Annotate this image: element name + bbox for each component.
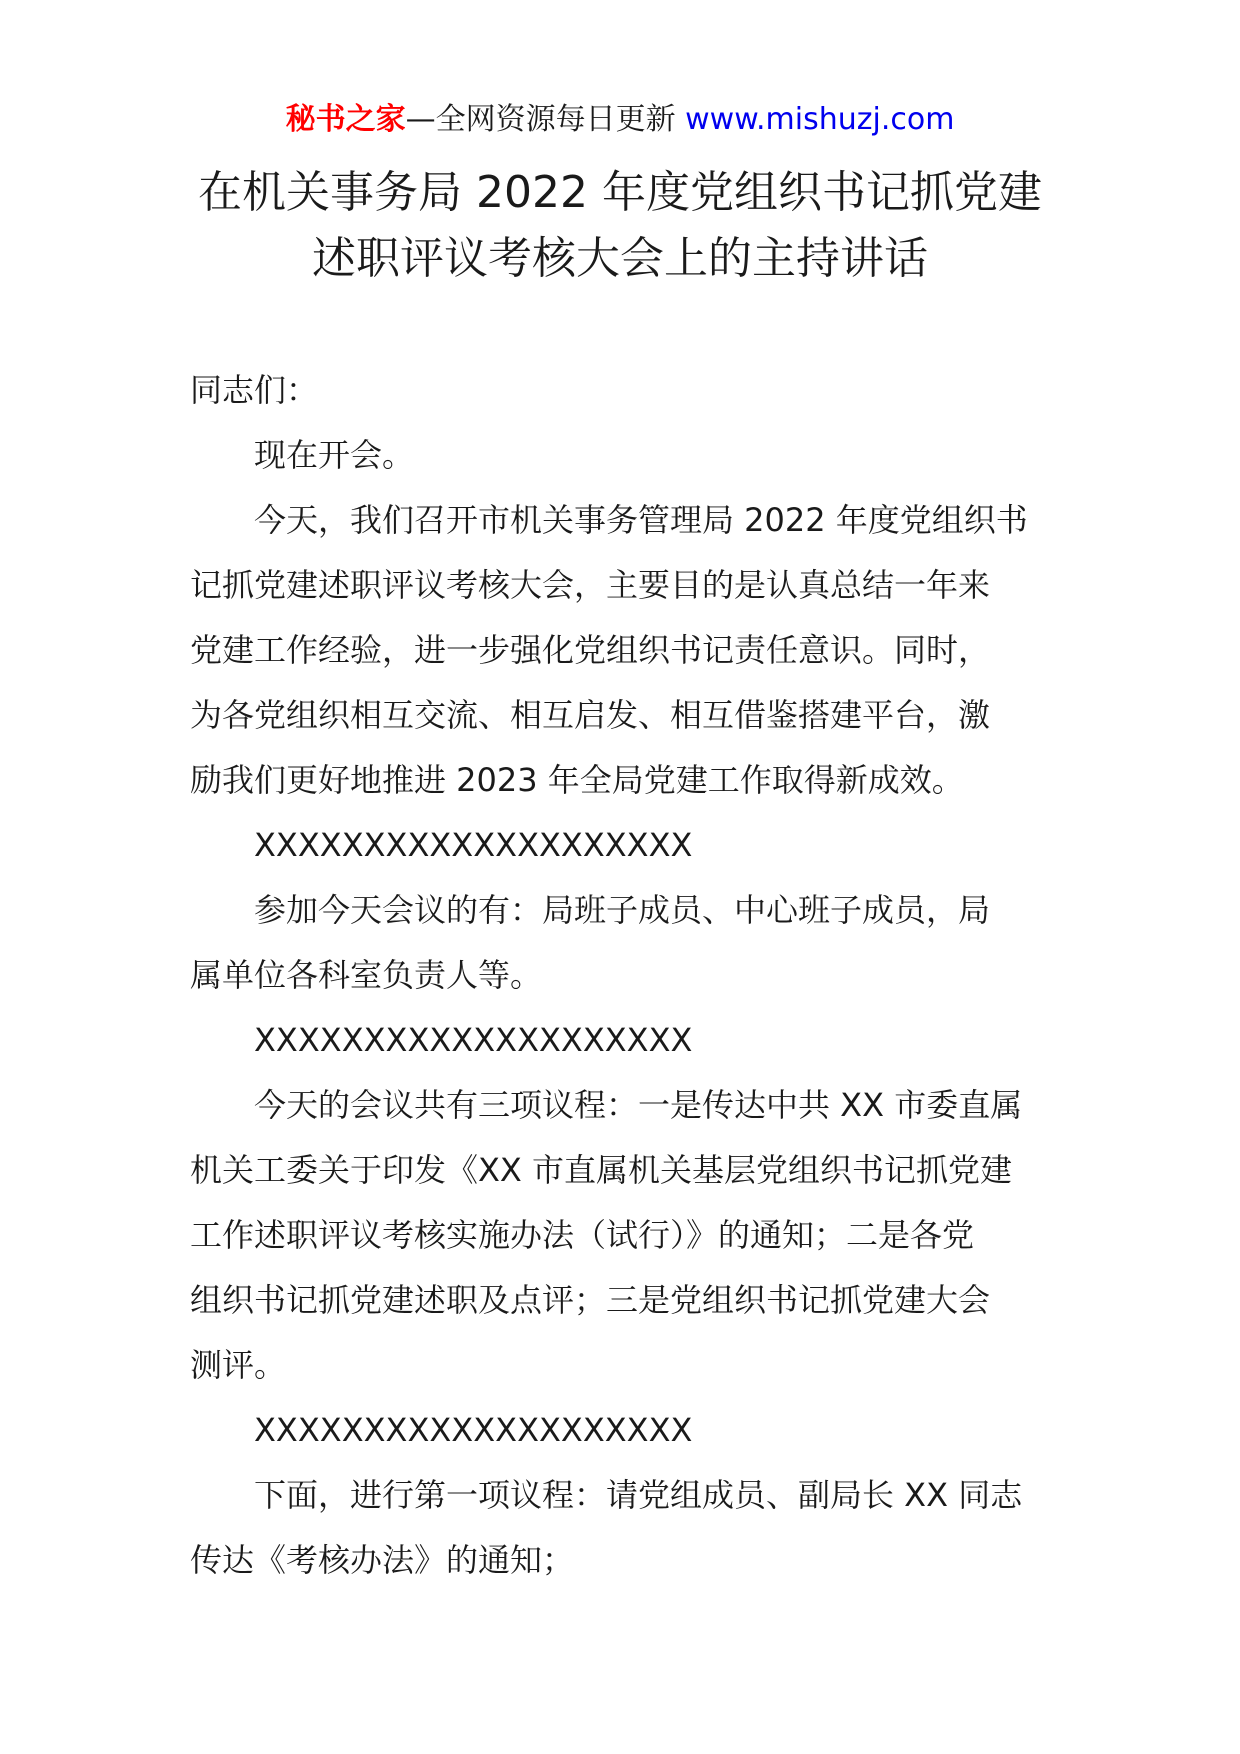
- body-line: 党建工作经验，进一步强化党组织书记责任意识。同时，: [190, 631, 991, 669]
- body-line: 现在开会。: [254, 436, 415, 474]
- title-line: 述职评议考核大会上的主持讲话: [312, 233, 928, 284]
- body-line: 励我们更好地推进 2023 年全局党建工作取得新成效。: [190, 761, 964, 799]
- body-line: 组织书记抓党建述职及点评；三是党组织书记抓党建大会: [190, 1281, 991, 1319]
- body-line: 传达《考核办法》的通知；: [190, 1541, 575, 1579]
- site-url-link[interactable]: www.mishuzj.com: [685, 102, 955, 137]
- document-body: [190, 358, 1050, 1593]
- body-line: 今天，我们召开市机关事务管理局 2022 年度党组织书: [254, 501, 1028, 539]
- body-line: XXXXXXXXXXXXXXXXXXXX: [254, 1411, 693, 1449]
- body-line: XXXXXXXXXXXXXXXXXXXX: [254, 1021, 693, 1059]
- body-line: 记抓党建述职评议考核大会，主要目的是认真总结一年来: [190, 566, 991, 604]
- title-line: 在机关事务局 2022 年度党组织书记抓党建: [198, 167, 1042, 218]
- brand-name: 秘书之家: [285, 102, 406, 137]
- site-header: [0, 100, 1240, 140]
- body-line: 参加今天会议的有：局班子成员、中心班子成员，局: [254, 891, 991, 929]
- document-title: [0, 160, 1240, 292]
- body-line: 为各党组织相互交流、相互启发、相互借鉴搭建平台，激: [190, 696, 991, 734]
- body-line: 今天的会议共有三项议程：一是传达中共 XX 市委直属: [254, 1086, 1023, 1124]
- body-line: 测评。: [190, 1346, 287, 1384]
- header-tagline: —全网资源每日更新: [405, 102, 686, 137]
- body-line: XXXXXXXXXXXXXXXXXXXX: [254, 826, 693, 864]
- body-line: 同志们：: [190, 371, 319, 409]
- body-line: 工作述职评议考核实施办法（试行）》的通知；二是各党: [190, 1216, 975, 1254]
- body-line: 下面，进行第一项议程：请党组成员、副局长 XX 同志: [254, 1476, 1023, 1514]
- body-line: 机关工委关于印发《XX 市直属机关基层党组织书记抓党建: [190, 1151, 1013, 1189]
- body-line: 属单位各科室负责人等。: [190, 956, 543, 994]
